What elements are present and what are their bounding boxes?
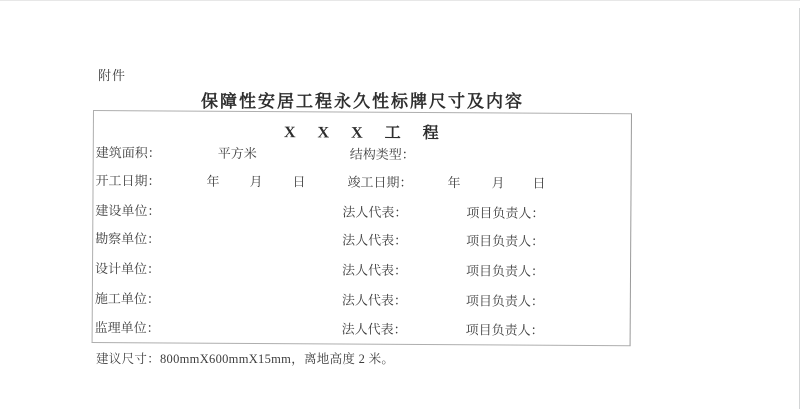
structure-type-label: 结构类型： [349,146,415,162]
legal-representative-label: 法人代表： [342,232,408,248]
project-manager-label: 项目负责人： [465,322,544,338]
sign-content-box [92,110,632,346]
contractor-unit-label: 施工单位： [94,291,160,307]
legal-representative-label: 法人代表： [341,262,408,278]
survey-unit-row [93,231,630,250]
contractor-unit-row [93,291,630,310]
completion-date-label: 竣工日期： [347,174,413,190]
construction-unit-row [93,203,630,222]
design-unit-label: 设计单位： [94,261,161,277]
attachment-label: 附件 [98,68,127,83]
legal-representative-label: 法人代表： [342,204,408,220]
suggested-size-note: 建议尺寸：800mmX600mmX15mm，离地高度 2 米。 [96,352,395,366]
start-month-label: 月 [249,173,263,190]
design-unit-row [93,261,630,280]
start-date-label: 开工日期： [95,173,161,189]
start-year-label: 年 [206,173,220,189]
project-manager-label: 项目负责人： [466,205,545,221]
project-manager-label: 项目负责人： [465,263,545,279]
end-month-label: 月 [491,175,505,191]
scan-top-edge-line [0,0,800,1]
legal-representative-label: 法人代表： [341,292,407,308]
project-name-heading: X X X 工 程 [283,124,441,143]
start-day-label: 日 [292,174,306,190]
building-area-row [94,145,631,164]
end-day-label: 日 [532,175,546,191]
legal-representative-label: 法人代表： [341,321,407,337]
document-title: 保障性安居工程永久性标牌尺寸及内容 [201,92,524,111]
project-manager-label: 项目负责人： [465,293,544,309]
end-year-label: 年 [447,175,461,191]
project-manager-label: 项目负责人： [466,233,545,249]
area-unit-label: 平方米 [217,145,257,162]
construction-unit-label: 建设单位： [95,203,161,219]
survey-unit-label: 勘察单位： [95,231,161,247]
building-area-label: 建筑面积： [95,145,161,161]
dates-row [94,173,631,192]
supervision-unit-row [93,320,630,339]
supervision-unit-label: 监理单位： [94,320,160,336]
